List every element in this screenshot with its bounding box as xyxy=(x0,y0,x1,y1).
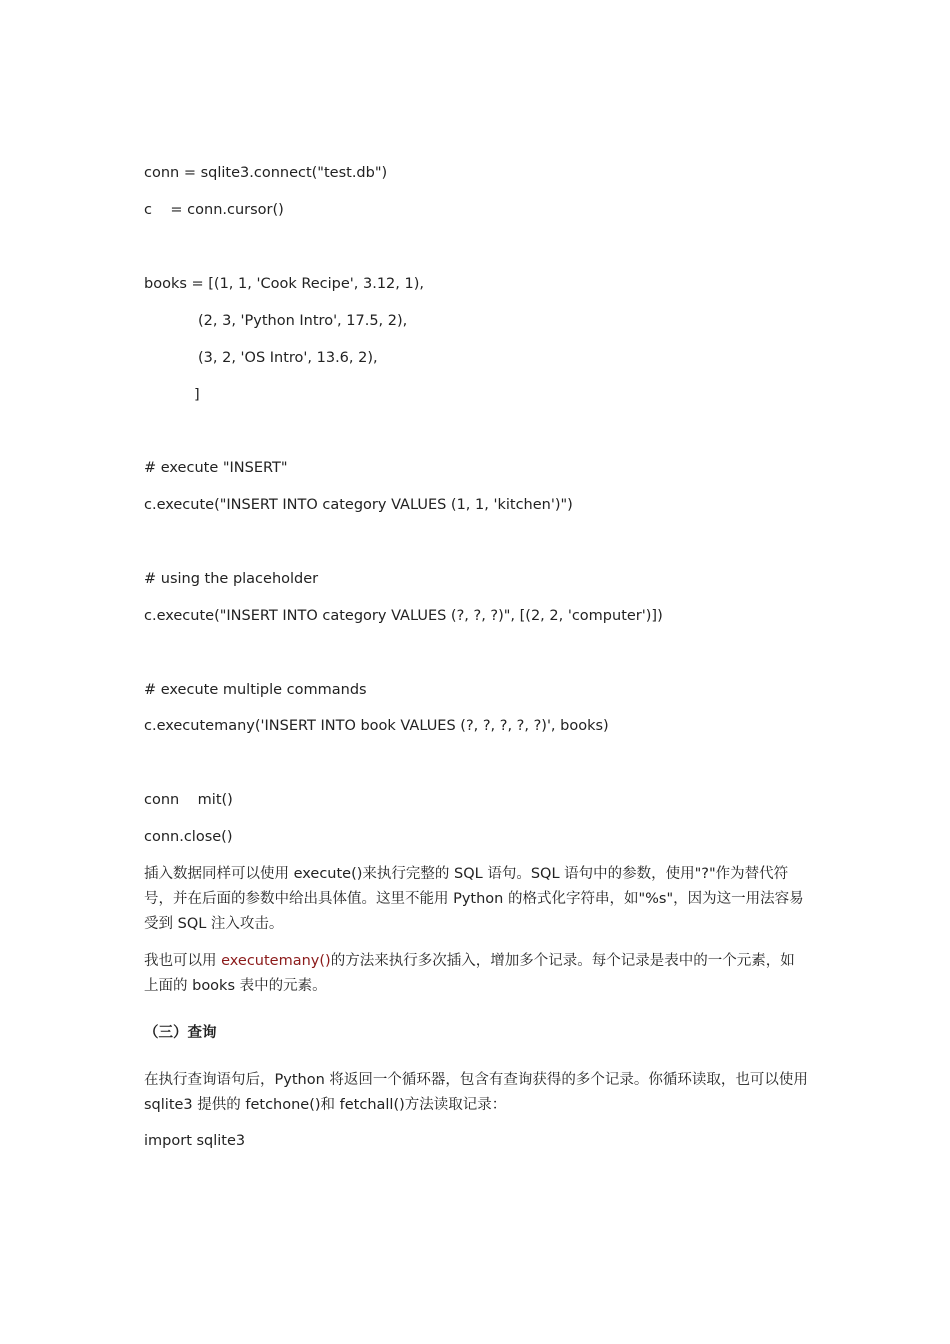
code-line: ] xyxy=(194,387,200,403)
body-paragraph: 在执行查询语句后，Python 将返回一个循环器，包含有查询获得的多个记录。你循环读取，也可以使用 sqlite3 提供的 fetchone()和 fetchall()方法读取记录： xyxy=(144,1072,808,1113)
body-paragraph: 插入数据同样可以使用 execute()来执行完整的 SQL 语句。SQL 语句中的参数，使用"?"作为替代符号，并在后面的参数中给出具体值。这里不能用 Python 的格式化字符串，如"%s"，因为这一用法容易受到 SQL 注入攻击。 xyxy=(144,866,804,932)
code-line: (2, 3, 'Python Intro', 17.5, 2), xyxy=(198,313,408,329)
code-line: c = conn.cursor() xyxy=(144,202,284,218)
code-comment: # using the placeholder xyxy=(144,571,319,587)
code-line: conn mit() xyxy=(144,792,233,808)
code-line: c.execute("INSERT INTO category VALUES (?, ?, ?)", [(2, 2, 'computer')]) xyxy=(144,608,663,624)
code-line: (3, 2, 'OS Intro', 13.6, 2), xyxy=(198,350,378,366)
code-comment: # execute "INSERT" xyxy=(144,460,288,476)
paragraph-text: 的方法来执行多次插入，增加多个记录。每个记录是表中的一个元素，如上面的 books 表中的元素。 xyxy=(144,953,795,994)
code-line: import sqlite3 xyxy=(144,1133,246,1149)
code-line: conn = sqlite3.connect("test.db") xyxy=(144,165,388,181)
code-line: conn.close() xyxy=(144,829,233,845)
code-comment: # execute multiple commands xyxy=(144,682,367,698)
section-heading: （三）查询 xyxy=(144,1025,217,1041)
code-line: c.execute("INSERT INTO category VALUES (1, 1, 'kitchen')") xyxy=(144,497,573,513)
code-line: books = [(1, 1, 'Cook Recipe', 3.12, 1), xyxy=(144,276,424,292)
code-line: c.executemany('INSERT INTO book VALUES (?, ?, ?, ?, ?)', books) xyxy=(144,718,609,734)
body-paragraph xyxy=(144,949,809,999)
paragraph-text: 我也可以用 xyxy=(144,953,222,969)
executemany-link[interactable]: executemany() xyxy=(221,953,331,969)
